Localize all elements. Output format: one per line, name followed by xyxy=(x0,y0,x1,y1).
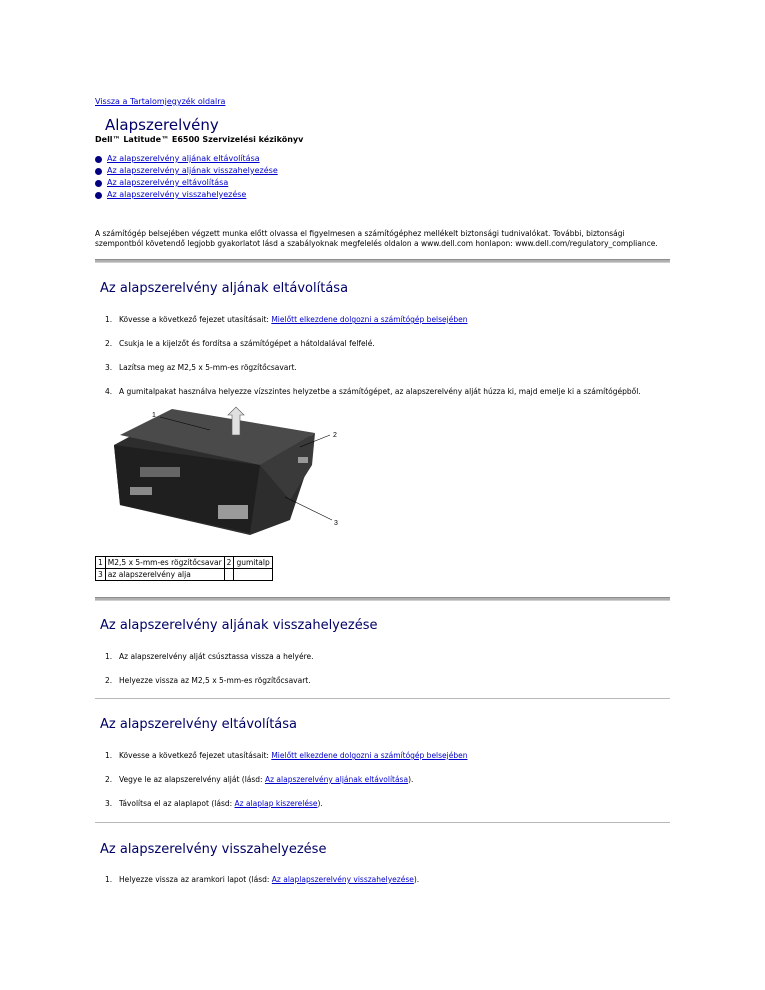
step-item xyxy=(105,363,297,372)
step-item xyxy=(105,339,375,348)
step-item xyxy=(105,875,419,884)
step-text: Vegye le az alapszerelvény alját (lásd: xyxy=(119,775,265,784)
section-heading-replace-bottom: Az alapszerelvény aljának visszahelyezése xyxy=(100,618,378,633)
bullet-icon xyxy=(95,168,102,175)
section-heading-remove-assembly: Az alapszerelvény eltávolítása xyxy=(100,717,298,732)
section-divider xyxy=(95,822,670,823)
step-link-remove-motherboard[interactable]: Az alaplap kiszerelése xyxy=(234,799,318,808)
connector xyxy=(130,487,152,495)
step-link-remove-bottom[interactable]: Az alapszerelvény aljának eltávolítása xyxy=(264,775,409,784)
step-text: Helyezze vissza az aramkori lapot (lásd: xyxy=(119,875,272,884)
step-number: 1. xyxy=(105,751,113,760)
step-text: Csukja le a kijelzőt és fordítsa a számítógépet a hátoldalával felfelé. xyxy=(119,339,375,348)
bullet-icon xyxy=(95,192,102,199)
callout-label: 2 xyxy=(333,432,337,439)
connector xyxy=(218,505,248,519)
step-link-replace-motherboard[interactable]: Az alaplapszerelvény visszahelyezése xyxy=(271,875,414,884)
legend-label xyxy=(234,569,272,581)
step-number: 3. xyxy=(105,799,113,808)
callout-label: 1 xyxy=(152,412,156,419)
toc-link-replace-assembly[interactable]: Az alapszerelvény visszahelyezése xyxy=(107,190,247,199)
safety-notice: A számítógép belsejében végzett munka előtt olvassa el figyelmesen a számítógéphez mellékelt biztonsági tudnivalókat. További, biztonsági szempontból követendő legjobb gyakorlatot lásd a szabályoknak megfelelés oldalon a www.dell.com honlapon: www.dell.com/regulatory_compliance. xyxy=(95,229,658,248)
rubber-foot xyxy=(298,457,308,463)
table-row xyxy=(96,557,273,569)
step-item xyxy=(105,799,323,808)
step-number: 2. xyxy=(105,339,113,348)
page-title: Alapszerelvény xyxy=(105,116,219,134)
step-number: 3. xyxy=(105,363,113,372)
laptop-base-illustration xyxy=(100,405,350,550)
step-text: Lazítsa meg az M2,5 x 5-mm-es rögzítőcsavart. xyxy=(119,363,297,372)
callout-label: 3 xyxy=(334,520,338,527)
section-divider xyxy=(95,259,670,263)
figure-legend-table xyxy=(95,556,273,581)
step-item xyxy=(105,652,314,661)
toc-item xyxy=(95,177,278,189)
step-link-before-working[interactable]: Mielőtt elkezdene dolgozni a számítógép belsejében xyxy=(271,751,468,760)
step-number: 2. xyxy=(105,775,113,784)
step-number: 1. xyxy=(105,875,113,884)
legend-label: M2,5 x 5-mm-es rögzítőcsavar xyxy=(105,557,224,569)
step-link-before-working[interactable]: Mielőtt elkezdene dolgozni a számítógép belsejében xyxy=(271,315,468,324)
back-to-contents-link[interactable]: Vissza a Tartalomjegyzék oldalra xyxy=(95,97,226,106)
step-text-after: ). xyxy=(408,775,414,784)
toc-link-remove-assembly[interactable]: Az alapszerelvény eltávolítása xyxy=(107,178,229,187)
table-row xyxy=(96,569,273,581)
toc-link-remove-bottom[interactable]: Az alapszerelvény aljának eltávolítása xyxy=(107,154,260,163)
step-text: Kövesse a következő fejezet utasításait: xyxy=(119,315,272,324)
page-subtitle: Dell™ Latitude™ E6500 Szervizelési kézikönyv xyxy=(95,135,304,144)
section-divider xyxy=(95,698,670,699)
step-text: Helyezze vissza az M2,5 x 5-mm-es rögzítőcsavart. xyxy=(119,676,311,685)
step-text-after: ). xyxy=(317,799,323,808)
step-text: Kövesse a következő fejezet utasításait: xyxy=(119,751,272,760)
toc-item xyxy=(95,153,278,165)
legend-number: 2 xyxy=(224,557,234,569)
step-text-after: ). xyxy=(413,875,420,884)
step-number: 4. xyxy=(105,387,113,396)
step-item xyxy=(105,751,468,760)
step-text: Az alapszerelvény alját csúsztassa vissza a helyére. xyxy=(119,652,314,661)
legend-label: az alapszerelvény alja xyxy=(105,569,224,581)
step-item xyxy=(105,676,311,685)
step-text: A gumitalpakat használva helyezze vízszintes helyzetbe a számítógépet, az alapszerelvény alját húzza ki, majd emelje ki a számítógépből. xyxy=(119,387,641,396)
legend-number: 3 xyxy=(96,569,106,581)
legend-number xyxy=(224,569,234,581)
toc-link-replace-bottom[interactable]: Az alapszerelvény aljának visszahelyezése xyxy=(107,166,278,175)
table-of-contents xyxy=(95,153,278,201)
step-number: 1. xyxy=(105,652,113,661)
legend-number: 1 xyxy=(96,557,106,569)
toc-item xyxy=(95,165,278,177)
legend-label: gumitalp xyxy=(234,557,272,569)
section-heading-replace-assembly: Az alapszerelvény visszahelyezése xyxy=(100,842,327,857)
step-number: 2. xyxy=(105,676,113,685)
slot xyxy=(140,467,180,477)
step-number: 1. xyxy=(105,315,113,324)
step-item xyxy=(105,775,413,784)
step-text: Távolítsa el az alaplapot (lásd: xyxy=(119,799,235,808)
step-item xyxy=(105,387,641,396)
bullet-icon xyxy=(95,156,102,163)
section-heading-remove-bottom: Az alapszerelvény aljának eltávolítása xyxy=(100,281,349,296)
step-item xyxy=(105,315,468,324)
section-divider xyxy=(95,597,670,601)
toc-item xyxy=(95,189,278,201)
bullet-icon xyxy=(95,180,102,187)
